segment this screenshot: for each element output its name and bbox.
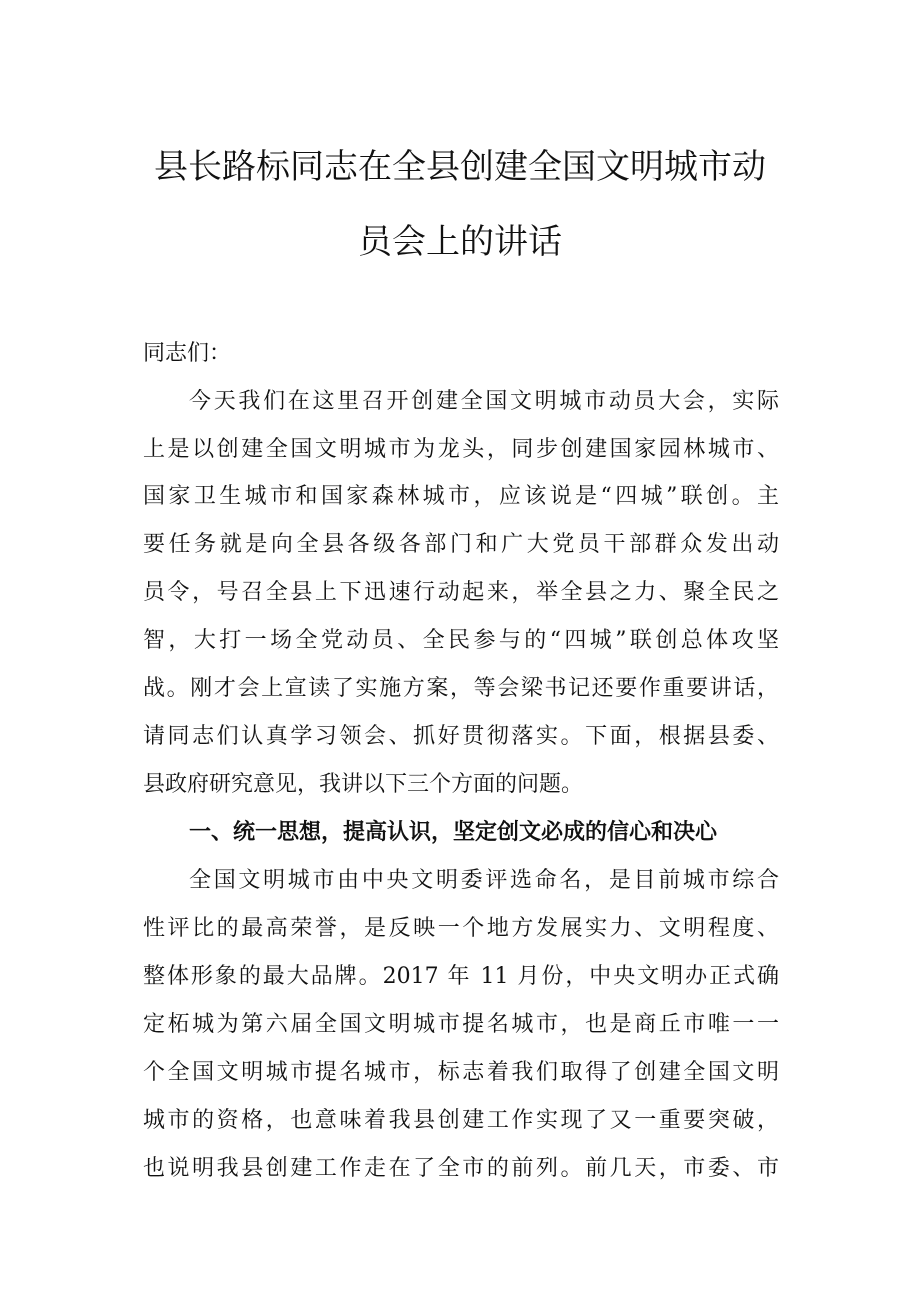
paragraph-2-line: 城市的资格，也意味着我县创建工作实现了又一重要突破， xyxy=(143,1108,779,1133)
paragraph-1-line: 请同志们认真学习领会、抓好贯彻落实。下面，根据县委、 xyxy=(143,724,779,749)
paragraph-1-line: 县政府研究意见，我讲以下三个方面的问题。 xyxy=(143,772,584,797)
paragraph-1-line: 战。刚才会上宣读了实施方案，等会梁书记还要作重要讲话， xyxy=(143,676,779,701)
paragraph-2-line: 全国文明城市由中央文明委评选命名，是目前城市综合 xyxy=(189,868,779,893)
document-title-line-1: 县长路标同志在全县创建全国文明城市动 xyxy=(154,147,766,187)
salutation: 同志们： xyxy=(143,341,232,366)
paragraph-2-line: 性评比的最高荣誉，是反映一个地方发展实力、文明程度、 xyxy=(143,916,779,941)
paragraph-1-line: 要任务就是向全县各级各部门和广大党员干部群众发出动 xyxy=(143,532,779,557)
paragraph-1-line: 今天我们在这里召开创建全国文明城市动员大会，实际 xyxy=(189,389,779,414)
paragraph-2-line: 定柘城为第六届全国文明城市提名城市，也是商丘市唯一一 xyxy=(143,1012,779,1037)
section-1-heading: 一、统一思想，提高认识，坚定创文必成的信心和决心 xyxy=(189,820,718,845)
paragraph-1-line: 智，大打一场全党动员、全民参与的“四城”联创总体攻坚 xyxy=(143,628,779,653)
paragraph-2-line: 也说明我县创建工作走在了全市的前列。前几天，市委、市 xyxy=(143,1156,779,1181)
paragraph-1-line: 员令，号召全县上下迅速行动起来，举全县之力、聚全民之 xyxy=(143,580,779,605)
paragraph-2-line: 个全国文明城市提名城市，标志着我们取得了创建全国文明 xyxy=(143,1060,779,1085)
document-title-line-2: 员会上的讲话 xyxy=(358,222,562,262)
paragraph-2-line: 整体形象的最大品牌。2017 年 11 月份，中央文明办正式确 xyxy=(143,964,779,989)
paragraph-1-line: 国家卫生城市和国家森林城市，应该说是“四城”联创。主 xyxy=(143,484,779,509)
paragraph-1-line: 上是以创建全国文明城市为龙头，同步创建国家园林城市、 xyxy=(143,437,779,462)
